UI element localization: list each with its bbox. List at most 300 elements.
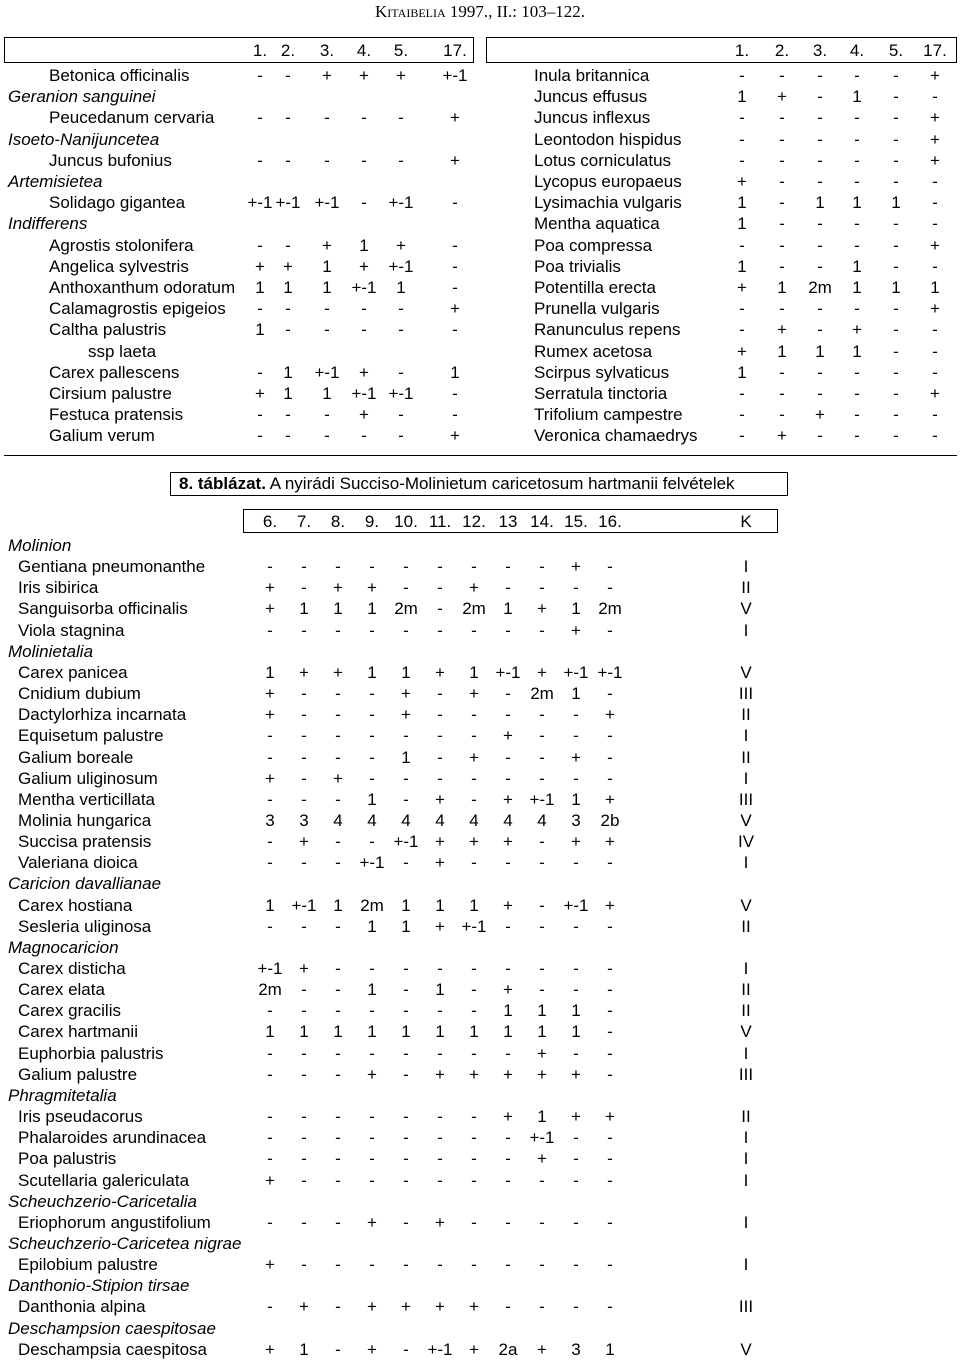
cover-value: +-1 xyxy=(247,193,273,213)
constancy-value: II xyxy=(741,578,751,598)
column-header: 12. xyxy=(462,512,486,531)
cover-value: + xyxy=(435,916,445,936)
cover-value: - xyxy=(437,578,443,598)
cover-value: 1 xyxy=(537,1107,547,1127)
species-name: Viola stagnina xyxy=(18,620,125,640)
cover-value: - xyxy=(505,1128,511,1148)
cover-value: - xyxy=(817,108,823,128)
constancy-value: I xyxy=(743,1043,749,1063)
table-caption-text: A nyirádi Succiso-Molinietum caricetosum hartmanii felvételek xyxy=(265,474,735,493)
constancy-value: I xyxy=(743,726,749,746)
cover-value: + xyxy=(469,1297,479,1317)
cover-value: - xyxy=(301,1212,307,1232)
cover-value: 4 xyxy=(367,810,377,830)
cover-value: - xyxy=(301,1107,307,1127)
cover-value: 3 xyxy=(299,810,309,830)
cover-value: - xyxy=(779,172,785,191)
journal-issue: 1997., II.: 103–122. xyxy=(445,2,585,21)
constancy-value: II xyxy=(741,916,751,936)
cover-value: - xyxy=(893,129,899,149)
constancy-value: I xyxy=(743,959,749,978)
cover-value: - xyxy=(267,789,273,809)
cover-value: - xyxy=(335,853,341,873)
cover-value: - xyxy=(452,320,458,340)
cover-value: + xyxy=(815,405,825,425)
cover-value: - xyxy=(301,1255,307,1275)
cover-value: - xyxy=(361,108,367,128)
column-header: 15. xyxy=(564,512,588,531)
cover-value: - xyxy=(932,172,938,191)
cover-value: 2m xyxy=(808,278,832,297)
cover-value: - xyxy=(817,214,823,234)
cover-value: - xyxy=(607,578,613,598)
cover-value: - xyxy=(361,150,367,170)
constancy-value: V xyxy=(740,1339,752,1359)
cover-value: - xyxy=(505,1212,511,1232)
cover-value: + xyxy=(299,662,309,682)
cover-value: 3 xyxy=(571,810,581,830)
cover-value: +-1 xyxy=(529,789,555,809)
group-heading: Molinion xyxy=(8,536,72,555)
cover-value: - xyxy=(854,299,860,319)
cover-value: 2m xyxy=(598,599,622,619)
cover-value: - xyxy=(739,426,745,446)
column-header: 6. xyxy=(262,512,278,531)
cover-value: - xyxy=(335,1297,341,1317)
species-name: Scutellaria galericulata xyxy=(18,1170,190,1190)
species-name: Euphorbia palustris xyxy=(18,1043,164,1063)
cover-value: - xyxy=(301,1001,307,1021)
column-header: 10. xyxy=(394,512,418,531)
constancy-value: I xyxy=(743,557,749,577)
cover-value: + xyxy=(450,426,460,446)
group-heading: Indifferens xyxy=(8,214,88,234)
cover-value: +-1 xyxy=(388,384,414,403)
cover-value: - xyxy=(403,1212,409,1232)
cover-value: 1 xyxy=(852,341,862,361)
constancy-value: I xyxy=(743,1255,749,1275)
cover-value: - xyxy=(285,299,291,319)
cover-value: - xyxy=(854,150,860,170)
cover-value: - xyxy=(369,684,375,704)
cover-value: - xyxy=(817,320,823,340)
cover-value: - xyxy=(932,426,938,446)
column-header: 2. xyxy=(280,41,296,60)
cover-value: + xyxy=(571,1107,581,1127)
cover-value: 1 xyxy=(333,599,343,619)
cover-value: - xyxy=(779,150,785,170)
cover-value: + xyxy=(435,1297,445,1317)
cover-value: - xyxy=(505,959,511,978)
cover-value: - xyxy=(452,193,458,213)
cover-value: 1 xyxy=(737,362,747,382)
cover-value: 1 xyxy=(852,278,862,297)
cover-value: +-1 xyxy=(314,362,340,382)
cover-value: + xyxy=(367,1064,377,1084)
cover-value: + xyxy=(930,384,940,403)
cover-value: - xyxy=(505,620,511,640)
cover-value: + xyxy=(265,684,275,704)
cover-value: 2m xyxy=(394,599,418,619)
constancy-value: V xyxy=(740,810,752,830)
species-name: Equisetum palustre xyxy=(18,726,164,746)
cover-value: - xyxy=(607,768,613,788)
column-header: 9. xyxy=(364,512,380,531)
cover-value: - xyxy=(779,299,785,319)
column-header: 11. xyxy=(428,512,452,531)
cover-value: - xyxy=(452,235,458,255)
cover-value: - xyxy=(471,959,477,978)
column-header: 17. xyxy=(923,41,947,60)
cover-value: + xyxy=(299,1297,309,1317)
cover-value: - xyxy=(324,426,330,446)
cover-value: + xyxy=(435,832,445,852)
group-heading: Geranion sanguinei xyxy=(8,87,156,107)
species-name: Juncus bufonius xyxy=(49,150,172,170)
cover-value: + xyxy=(265,705,275,725)
column-header: 1. xyxy=(252,41,268,60)
cover-value: - xyxy=(539,1212,545,1232)
cover-value: 1 xyxy=(503,1001,513,1021)
cover-value: + xyxy=(605,1107,615,1127)
cover-value: +-1 xyxy=(359,853,385,873)
cover-value: - xyxy=(817,426,823,446)
cover-value: - xyxy=(607,1212,613,1232)
cover-value: - xyxy=(573,1255,579,1275)
cover-value: - xyxy=(539,916,545,936)
species-name: Dactylorhiza incarnata xyxy=(18,705,187,725)
constancy-value: II xyxy=(741,1001,751,1021)
cover-value: - xyxy=(573,1149,579,1169)
cover-value: 2m xyxy=(530,684,554,704)
cover-value: - xyxy=(471,980,477,1000)
cover-value: - xyxy=(471,1043,477,1063)
cover-value: 1 xyxy=(322,256,332,276)
cover-value: + xyxy=(537,1339,547,1359)
column-header: 3. xyxy=(812,41,828,60)
constancy-value: I xyxy=(743,853,749,873)
cover-value: - xyxy=(335,1255,341,1275)
cover-value: - xyxy=(471,620,477,640)
cover-value: - xyxy=(301,1170,307,1190)
cover-value: + xyxy=(930,108,940,128)
species-name: Carex gracilis xyxy=(18,1001,121,1021)
cover-value: - xyxy=(573,959,579,978)
cover-value: - xyxy=(285,320,291,340)
cover-value: - xyxy=(739,405,745,425)
cover-value: - xyxy=(267,726,273,746)
cover-value: + xyxy=(777,426,787,446)
species-name: Iris pseudacorus xyxy=(18,1107,143,1127)
cover-value: - xyxy=(739,129,745,149)
cover-value: - xyxy=(267,1297,273,1317)
constancy-value: I xyxy=(743,1212,749,1232)
constancy-value: II xyxy=(741,980,751,1000)
species-name: Inula britannica xyxy=(534,66,650,85)
cover-value: - xyxy=(607,1128,613,1148)
cover-value: - xyxy=(361,193,367,213)
cover-value: - xyxy=(403,1255,409,1275)
cover-value: +-1 xyxy=(388,256,414,276)
cover-value: - xyxy=(854,384,860,403)
column-header-k: K xyxy=(740,512,752,531)
cover-value: + xyxy=(367,578,377,598)
species-name: Poa compressa xyxy=(534,235,653,255)
cover-value: - xyxy=(893,299,899,319)
cover-value: + xyxy=(255,256,265,276)
cover-value: +-1 xyxy=(563,662,589,682)
cover-value: - xyxy=(369,726,375,746)
constancy-value: I xyxy=(743,768,749,788)
cover-value: 3 xyxy=(571,1339,581,1359)
cover-value: - xyxy=(854,129,860,149)
cover-value: - xyxy=(471,1170,477,1190)
cover-value: 1 xyxy=(435,895,445,915)
cover-value: - xyxy=(301,1128,307,1148)
cover-value: - xyxy=(403,726,409,746)
cover-value: - xyxy=(539,1297,545,1317)
cover-value: - xyxy=(437,1043,443,1063)
cover-value: - xyxy=(573,1297,579,1317)
species-name: Deschampsia caespitosa xyxy=(18,1339,207,1359)
table-caption xyxy=(170,472,788,496)
cover-value: - xyxy=(607,1064,613,1084)
group-heading: Caricion davallianae xyxy=(8,874,162,894)
species-name: ssp laeta xyxy=(88,341,157,361)
cover-value: - xyxy=(335,1170,341,1190)
cover-value: + xyxy=(435,662,445,682)
cover-value: - xyxy=(893,66,899,85)
cover-value: - xyxy=(471,768,477,788)
cover-value: - xyxy=(437,747,443,767)
cover-value: - xyxy=(285,150,291,170)
column-header: 3. xyxy=(319,41,335,60)
cover-value: 1 xyxy=(435,1022,445,1042)
cover-value: 1 xyxy=(255,320,265,340)
species-name: Molinia hungarica xyxy=(18,810,152,830)
cover-value: + xyxy=(503,1107,513,1127)
cover-value: - xyxy=(403,980,409,1000)
cover-value: - xyxy=(607,1149,613,1169)
cover-value: - xyxy=(471,1128,477,1148)
cover-value: +-1 xyxy=(351,384,377,403)
cover-value: - xyxy=(893,362,899,382)
cover-value: - xyxy=(257,66,263,85)
cover-value: + xyxy=(359,66,369,85)
species-name: Carex disticha xyxy=(18,959,126,978)
cover-value: +-1 xyxy=(393,832,419,852)
cover-value: + xyxy=(777,320,787,340)
cover-value: - xyxy=(505,1255,511,1275)
cover-value: + xyxy=(852,320,862,340)
cover-value: + xyxy=(503,1064,513,1084)
cover-value: - xyxy=(505,916,511,936)
cover-value: - xyxy=(539,832,545,852)
species-name: Potentilla erecta xyxy=(534,278,656,297)
cover-value: - xyxy=(257,426,263,446)
cover-value: 1 xyxy=(852,256,862,276)
cover-value: + xyxy=(605,895,615,915)
cover-value: - xyxy=(573,980,579,1000)
cover-value: 1 xyxy=(265,895,275,915)
cover-value: - xyxy=(539,1170,545,1190)
cover-value: - xyxy=(607,1170,613,1190)
cover-value: + xyxy=(450,150,460,170)
cover-value: + xyxy=(265,1255,275,1275)
table1-bottom-rule xyxy=(4,455,957,456)
cover-value: - xyxy=(779,214,785,234)
cover-value: 1 xyxy=(367,916,377,936)
cover-value: - xyxy=(779,193,785,213)
cover-value: + xyxy=(333,578,343,598)
cover-value: + xyxy=(435,853,445,873)
species-name: Lycopus europaeus xyxy=(534,172,682,191)
cover-value: - xyxy=(285,108,291,128)
cover-value: - xyxy=(335,1107,341,1127)
species-name: Danthonia alpina xyxy=(18,1297,146,1317)
cover-value: - xyxy=(452,278,458,297)
cover-value: - xyxy=(301,1043,307,1063)
cover-value: - xyxy=(301,726,307,746)
species-name: Galium boreale xyxy=(18,747,134,767)
table-caption-label: 8. táblázat. xyxy=(179,474,266,493)
cover-value: - xyxy=(607,1043,613,1063)
cover-value: 1 xyxy=(401,916,411,936)
cover-value: - xyxy=(267,853,273,873)
cover-value: - xyxy=(932,87,938,107)
species-name: Lysimachia vulgaris xyxy=(534,193,682,213)
cover-value: - xyxy=(335,1043,341,1063)
species-name: Poa trivialis xyxy=(534,256,621,276)
cover-value: 1 xyxy=(333,895,343,915)
cover-value: - xyxy=(267,1149,273,1169)
cover-value: - xyxy=(539,1255,545,1275)
cover-value: - xyxy=(932,341,938,361)
cover-value: - xyxy=(539,853,545,873)
group-heading: Scheuchzerio-Caricetea nigrae xyxy=(8,1233,242,1253)
cover-value: - xyxy=(573,578,579,598)
cover-value: 1 xyxy=(852,193,862,213)
cover-value: - xyxy=(932,405,938,425)
cover-value: - xyxy=(403,1339,409,1359)
species-name: Carex elata xyxy=(18,980,105,1000)
cover-value: - xyxy=(403,959,409,978)
cover-value: - xyxy=(335,1128,341,1148)
cover-value: - xyxy=(539,895,545,915)
cover-value: - xyxy=(285,405,291,425)
cover-value: - xyxy=(437,557,443,577)
cover-value: + xyxy=(571,557,581,577)
column-header: 5. xyxy=(888,41,904,60)
cover-value: - xyxy=(403,1107,409,1127)
cover-value: - xyxy=(369,1255,375,1275)
cover-value: - xyxy=(437,726,443,746)
cover-value: + xyxy=(930,299,940,319)
cover-value: - xyxy=(335,747,341,767)
group-heading: Isoeto-Nanijuncetea xyxy=(8,129,160,149)
species-name: Sanguisorba officinalis xyxy=(18,599,188,619)
cover-value: - xyxy=(539,705,545,725)
cover-value: - xyxy=(267,1107,273,1127)
cover-value: - xyxy=(257,150,263,170)
cover-value: + xyxy=(737,341,747,361)
cover-value: - xyxy=(817,256,823,276)
cover-value: 1 xyxy=(435,980,445,1000)
cover-value: - xyxy=(779,384,785,403)
cover-value: - xyxy=(452,256,458,276)
cover-value: - xyxy=(854,362,860,382)
column-header: 4. xyxy=(356,41,372,60)
cover-value: + xyxy=(605,705,615,725)
cover-value: + xyxy=(265,578,275,598)
cover-value: - xyxy=(932,214,938,234)
cover-value: - xyxy=(403,1128,409,1148)
cover-value: 1 xyxy=(571,684,581,704)
cover-value: 2m xyxy=(258,980,282,1000)
cover-value: - xyxy=(817,66,823,85)
cover-value: + xyxy=(777,87,787,107)
cover-value: 1 xyxy=(401,747,411,767)
cover-value: 1 xyxy=(265,1022,275,1042)
cover-value: + xyxy=(469,1339,479,1359)
cover-value: 1 xyxy=(777,278,787,297)
cover-value: + xyxy=(359,405,369,425)
cover-value: - xyxy=(539,557,545,577)
species-name: Rumex acetosa xyxy=(534,341,653,361)
cover-value: - xyxy=(471,789,477,809)
cover-value: + xyxy=(537,1064,547,1084)
cover-value: + xyxy=(737,278,747,297)
cover-value: - xyxy=(437,620,443,640)
cover-value: - xyxy=(573,853,579,873)
cover-value: - xyxy=(893,235,899,255)
cover-value: 1 xyxy=(571,789,581,809)
cover-value: 1 xyxy=(265,662,275,682)
cover-value: 4 xyxy=(503,810,513,830)
cover-value: 1 xyxy=(299,1339,309,1359)
cover-value: - xyxy=(893,108,899,128)
cover-value: 1 xyxy=(283,362,293,382)
cover-value: +-1 xyxy=(495,662,521,682)
cover-value: + xyxy=(265,1339,275,1359)
cover-value: - xyxy=(539,768,545,788)
cover-value: - xyxy=(817,235,823,255)
cover-value: + xyxy=(469,684,479,704)
cover-value: - xyxy=(471,557,477,577)
cover-value: - xyxy=(739,150,745,170)
species-name: Serratula tinctoria xyxy=(534,384,668,403)
cover-value: - xyxy=(369,1149,375,1169)
cover-value: - xyxy=(471,1149,477,1169)
cover-value: - xyxy=(267,916,273,936)
cover-value: + xyxy=(537,662,547,682)
cover-value: - xyxy=(437,599,443,619)
cover-value: - xyxy=(779,256,785,276)
cover-value: - xyxy=(285,426,291,446)
cover-value: 1 xyxy=(469,662,479,682)
cover-value: + xyxy=(503,789,513,809)
cover-value: - xyxy=(854,235,860,255)
cover-value: - xyxy=(301,1064,307,1084)
cover-value: - xyxy=(324,320,330,340)
constancy-value: V xyxy=(740,1022,752,1042)
cover-value: - xyxy=(932,256,938,276)
cover-value: - xyxy=(739,320,745,340)
cover-value: - xyxy=(607,620,613,640)
column-header: 13 xyxy=(498,512,518,531)
constancy-value: III xyxy=(738,684,754,704)
cover-value: - xyxy=(893,426,899,446)
